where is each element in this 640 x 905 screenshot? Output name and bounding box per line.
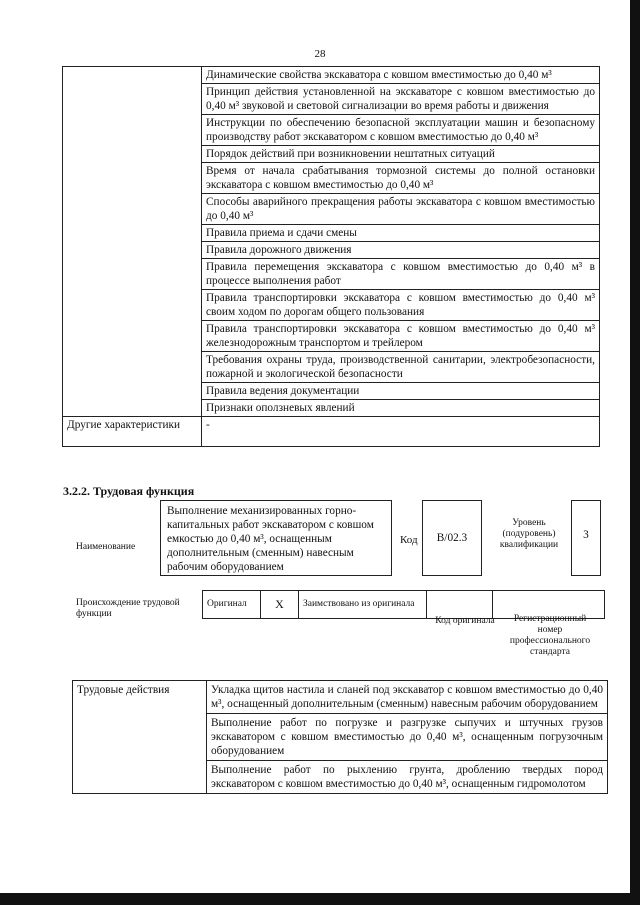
code-value: B/02.3 <box>436 532 468 544</box>
knowledge-item: Порядок действий при возникновении нештатных ситуаций <box>202 146 600 163</box>
original-code-cell <box>427 591 493 619</box>
qualification-level-label: Уровень (подуровень) квалификации <box>499 518 559 550</box>
knowledge-item: Правила дорожного движения <box>202 242 600 259</box>
knowledge-item: Правила транспортировки экскаватора с ковшом вместимостью до 0,40 м³ железнодорожным транспортом и трейлером <box>202 321 600 352</box>
function-name-value: Выполнение механизированных горно-капитальных работ экскаватором с ковшом емкостью до 0,40 м³, оснащенным дополнительным (сменным) навесным рабочим оборудованием <box>160 500 392 576</box>
other-characteristics-value: - <box>202 417 600 447</box>
knowledge-item: Принцип действия установленной на экскаваторе с ковшом вместимостью до 0,40 м³ звуковой и световой сигнализации во время работы и движения <box>202 84 600 115</box>
original-label: Оригинал <box>203 591 261 619</box>
original-code-caption: Код оригинала <box>435 616 495 626</box>
qualification-level-value: 3 <box>583 529 589 541</box>
knowledge-item: Правила транспортировки экскаватора с ковшом вместимостью до 0,40 м³ своим ходом по дорогам общего пользования <box>202 290 600 321</box>
function-name-label: Наименование <box>76 542 136 552</box>
labor-action-item: Выполнение работ по погрузке и разгрузке сыпучих и штучных грузов экскаватором с ковшом вместимостью до 0,40 м³, оснащенным погрузочным оборудованием <box>207 714 608 761</box>
scan-edge-right <box>630 0 640 905</box>
code-label: Код <box>400 534 418 546</box>
knowledge-item: Время от начала срабатывания тормозной системы до полной остановки экскаватора с ковшом вместимостью до 0,40 м³ <box>202 163 600 194</box>
labor-action-item: Выполнение работ по рыхлению грунта, дроблению твердых пород экскаватором с ковшом вместимостью до 0,40 м³, оснащенным гидромолотом <box>207 761 608 794</box>
borrowed-label: Заимствовано из оригинала <box>299 591 427 619</box>
knowledge-item: Способы аварийного прекращения работы экскаватора с ковшом вместимостью до 0,40 м³ <box>202 194 600 225</box>
original-mark: X <box>261 591 299 619</box>
code-box <box>422 500 482 576</box>
page-number: 28 <box>314 48 326 60</box>
knowledge-item: Инструкции по обеспечению безопасной эксплуатации машин и безопасному производству работ экскаватором с ковшом вместимостью до 0,40 м³ <box>202 115 600 146</box>
origin-label: Происхождение трудовой функции <box>76 598 180 619</box>
qualification-level-box <box>571 500 601 576</box>
knowledge-item: Правила перемещения экскаватора с ковшом вместимостью до 0,40 м³ в процессе выполнения работ <box>202 259 600 290</box>
knowledge-label-cell <box>63 67 202 417</box>
section-heading: 3.2.2. Трудовая функция <box>63 484 195 498</box>
knowledge-table <box>62 66 600 447</box>
labor-action-item: Укладка щитов настила и сланей под экскаватор с ковшом вместимостью до 0,40 м³, оснащенный дополнительным (сменным) навесным рабочим оборудованием <box>207 681 608 714</box>
knowledge-item: Динамические свойства экскаватора с ковшом вместимостью до 0,40 м³ <box>202 67 600 84</box>
scan-edge-bottom <box>0 893 640 905</box>
knowledge-item: Правила приема и сдачи смены <box>202 225 600 242</box>
labor-actions-table <box>72 680 608 794</box>
registration-number-caption: Регистрационный номер профессионального стандарта <box>509 614 591 657</box>
knowledge-item: Правила ведения документации <box>202 383 600 400</box>
knowledge-item: Требования охраны труда, производственной санитарии, электробезопасности, пожарной и экологической безопасности <box>202 352 600 383</box>
knowledge-item: Признаки оползневых явлений <box>202 400 600 417</box>
labor-actions-label: Трудовые действия <box>73 681 207 794</box>
other-characteristics-label: Другие характеристики <box>63 417 202 447</box>
